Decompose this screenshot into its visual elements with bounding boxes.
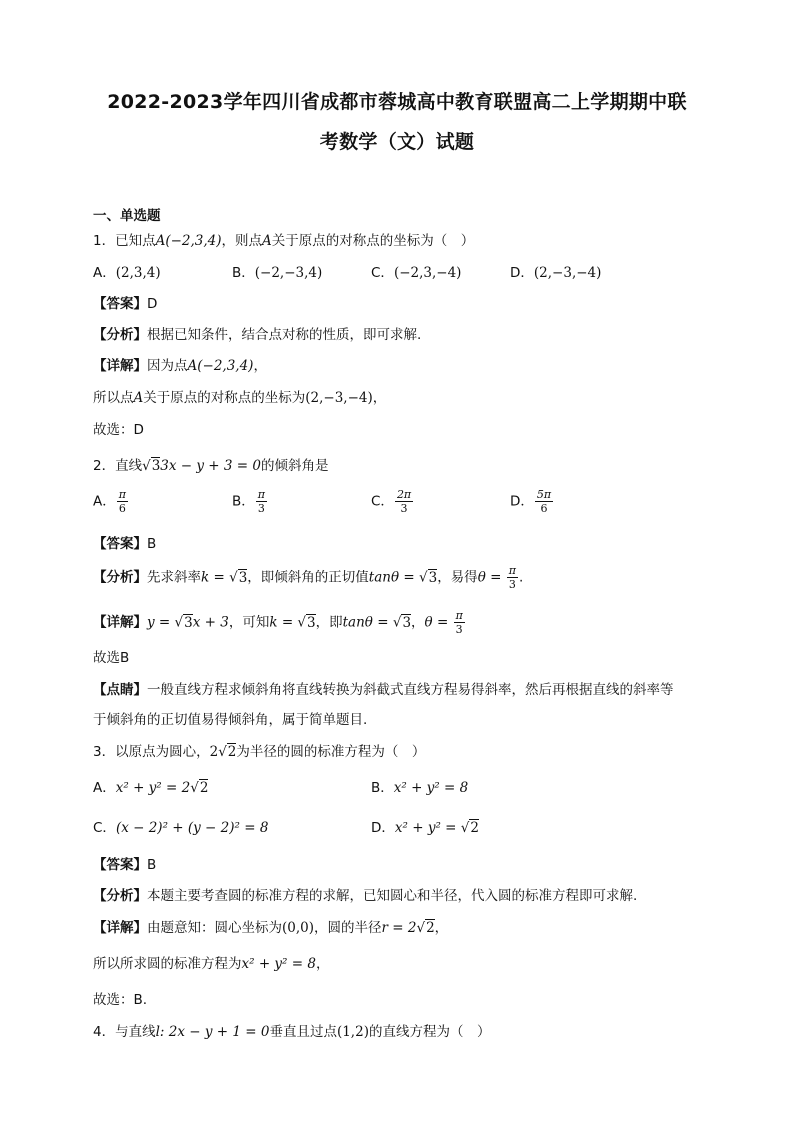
question-2-comment-2: 于倾斜角的正切值易得倾斜角，属于简单题目. (93, 712, 368, 728)
question-2-option-b: B． $\frac{\pi}{3}$ (232, 488, 265, 515)
question-3-detail-1: 【详解】由题意知：圆心坐标为(0,0)，圆的半径r = 2√2， (93, 920, 449, 936)
question-3-option-d: D．x² + y² = √2 (371, 820, 479, 836)
question-3-analysis: 【分析】本题主要考查圆的标准方程的求解，已知圆心和半径，代入圆的标准方程即可求解. (93, 888, 638, 904)
question-1-detail-1: 【详解】因为点A(−2,3,4)， (93, 358, 267, 374)
question-2-detail: 【详解】y = √3x + 3，可知k = √3，即tanθ = √3，θ = $\frac{\pi}{3}$ (93, 609, 463, 636)
question-1-detail-2: 所以点A关于原点的对称点的坐标为(2,−3,−4)， (93, 390, 387, 406)
question-3-answer: 【答案】B (93, 857, 157, 873)
question-1-option-b: B．(−2,−3,4) (232, 265, 323, 281)
section-heading: 一、单选题 (93, 208, 161, 224)
document-title-line-2: 考数学（文）试题 (319, 131, 475, 153)
question-2-conclusion: 故选B (93, 650, 130, 666)
question-3-stem: 3．以原点为圆心，2√2为半径的圆的标准方程为（ ） (93, 744, 426, 760)
question-1-answer: 【答案】D (93, 296, 158, 312)
question-2-option-a: A． $\frac{\pi}{6}$ (93, 488, 126, 515)
question-1-option-d: D．(2,−3,−4) (510, 265, 602, 281)
question-3-option-c: C．(x − 2)² + (y − 2)² = 8 (93, 820, 269, 836)
question-2-answer: 【答案】B (93, 536, 157, 552)
question-2-comment-1: 【点睛】一般直线方程求倾斜角将直线转换为斜截式直线方程易得斜率，然后再根据直线的斜率等 (93, 682, 674, 698)
question-3-option-b: B．x² + y² = 8 (371, 780, 469, 796)
question-1-analysis: 【分析】根据已知条件，结合点对称的性质，即可求解. (93, 327, 422, 343)
question-2-option-c: C． $\frac{2\pi}{3}$ (371, 488, 412, 515)
question-2-option-d: D． $\frac{5\pi}{6}$ (510, 488, 552, 515)
question-2-stem: 2．直线√33x − y + 3 = 0的倾斜角是 (93, 458, 329, 474)
document-title-line-1: 2022-2023学年四川省成都市蓉城高中教育联盟高二上学期期中联 (107, 91, 687, 113)
question-2-analysis: 【分析】先求斜率k = √3，即倾斜角的正切值tanθ = √3，易得θ = $\frac{\pi}{3}$ . (93, 564, 524, 591)
question-3-option-a: A．x² + y² = 2√2 (93, 780, 209, 796)
question-4-stem: 4．与直线l: 2x − y + 1 = 0垂直且过点(1,2)的直线方程为（ ） (93, 1024, 491, 1040)
question-1-option-c: C．(−2,3,−4) (371, 265, 462, 281)
question-1-conclusion: 故选：D (93, 422, 144, 438)
question-1-option-a: A．(2,3,4) (93, 265, 161, 281)
question-3-detail-2: 所以所求圆的标准方程为x² + y² = 8， (93, 956, 330, 972)
question-3-conclusion: 故选：B. (93, 992, 148, 1008)
question-1-stem: 1．已知点A(−2,3,4)，则点A关于原点的对称点的坐标为（ ） (93, 233, 475, 249)
